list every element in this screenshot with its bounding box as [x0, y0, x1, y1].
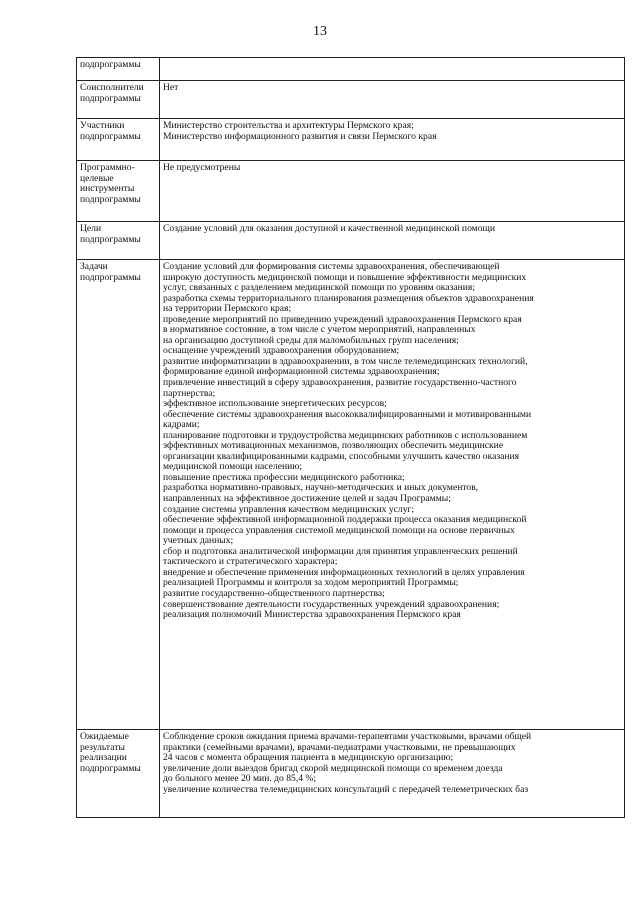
- row-content-line: Нет: [163, 82, 179, 93]
- row-label: [77, 730, 160, 818]
- row-content-line: Министерство строительства и архитектуры Пермского края;: [163, 120, 414, 131]
- row-label-line: результаты: [80, 741, 125, 753]
- row-label-line: инструменты: [80, 183, 135, 195]
- row-content-line: проведение мероприятий по приведению учреждений здравоохранения Пермского края: [163, 313, 522, 325]
- row-label: [77, 119, 160, 161]
- row-content-line: до больного менее 20 мин. до 85,4 %;: [163, 773, 317, 785]
- row-content-line: Министерство информационного развития и связи Пермского края: [163, 130, 437, 142]
- row-label-line: Цели: [80, 223, 102, 234]
- row-content-line: эффективных мотивационных механизмов, позволяющих обеспечить медицинские: [163, 440, 504, 452]
- table-row-tasks: [77, 260, 625, 730]
- row-label-line: подпрограммы: [80, 233, 141, 245]
- table-row-participants: [77, 119, 625, 161]
- row-content-line: повышение престижа профессии медицинского работника;: [163, 471, 405, 483]
- row-content-line: оснащение учреждений здравоохранения оборудованием;: [163, 345, 400, 357]
- page-number: 13: [313, 24, 327, 39]
- row-label: [77, 222, 160, 260]
- table-row-goals: [77, 222, 625, 260]
- row-content: [160, 222, 625, 260]
- row-content: [160, 119, 625, 161]
- row-content-line: помощи и процесса управления системой медицинской помощи на основе первичных: [163, 524, 515, 536]
- row-content: [160, 81, 625, 119]
- row-content-line: практики (семейными врачами), врачами-педиатрами участковыми, не превышающих: [163, 741, 516, 753]
- table-row-expected-results: [77, 730, 625, 818]
- row-content-line: учетных данных;: [163, 535, 234, 547]
- table-row-header-continuation: [77, 58, 625, 81]
- row-content: [160, 161, 625, 222]
- row-label-line: подпрограммы: [80, 762, 141, 774]
- table-row-program-tools: [77, 161, 625, 222]
- row-label-line: Задачи: [80, 261, 108, 272]
- row-label-line: реализации: [80, 752, 127, 764]
- row-content-line: внедрение и обеспечение применения информационных технологий в целях управления: [163, 566, 525, 578]
- row-content-line: реализацией Программы и контроля за ходом мероприятий Программы;: [163, 577, 459, 589]
- row-label: [77, 260, 160, 730]
- row-content-line: широкую доступность медицинской помощи и повышение эффективности медицинских: [163, 271, 527, 283]
- row-label-line: подпрограммы: [80, 92, 141, 104]
- row-content: [160, 730, 625, 818]
- row-content-line: увеличение доли выездов бригад скорой медицинской помощи со временем доезда: [163, 762, 503, 774]
- row-content-line: Создание условий для формирования системы здравоохранения, обеспечивающей: [163, 261, 500, 272]
- row-content-line: разработка схемы территориального планирования размещения объектов здравоохранения: [163, 292, 534, 304]
- row-label-line: Ожидаемые: [80, 731, 129, 742]
- row-label-line: целевые: [80, 172, 114, 184]
- row-label: [77, 81, 160, 119]
- row-content-line: реализация полномочий Министерства здравоохранения Пермского края: [163, 609, 461, 621]
- row-content-line: формирование единой информационной системы здравоохранения;: [163, 366, 440, 378]
- row-label-line: Участники: [80, 120, 125, 131]
- row-content-line: разработка нормативно-правовых, научно-методических и иных документов,: [163, 482, 479, 494]
- row-content-line: кадрами;: [163, 419, 200, 431]
- row-content-line: сбор и подготовка аналитической информации для принятия управленческих решений: [163, 545, 518, 557]
- row-content-line: в нормативное состояние, в том числе с учетом мероприятий, направленных: [163, 324, 476, 336]
- row-label: [77, 58, 160, 81]
- row-content-line: направленных на эффективное достижение целей и задач Программы;: [163, 493, 451, 505]
- row-label: [77, 161, 160, 222]
- row-content-line: услуг, связанных с разделением медицинской помощи по уровням оказания;: [163, 282, 475, 294]
- row-content-line: увеличение количества телемедицинских консультаций с передачей телеметрических баз: [163, 783, 529, 795]
- row-content-line: обеспечение системы здравоохранения высококвалифицированными и мотивированными: [163, 408, 532, 420]
- row-label-line: Программно-: [80, 162, 135, 173]
- row-label-line: подпрограммы: [80, 130, 141, 142]
- row-content-line: Создание условий для оказания доступной и качественной медицинской помощи: [163, 223, 496, 234]
- row-content-line: совершенствование деятельности государственных учреждений здравоохранения;: [163, 598, 500, 610]
- row-label-line: подпрограммы: [80, 59, 141, 70]
- row-content-line: Соблюдение сроков ожидания приема врачами-терапевтами участковыми, врачами общей: [163, 731, 532, 742]
- row-content-line: обеспечение эффективной информационной поддержки процесса оказания медицинской: [163, 514, 527, 526]
- row-label-line: Соисполнители: [80, 82, 144, 93]
- row-content: [160, 58, 625, 81]
- row-content: [160, 260, 625, 730]
- row-content-line: развитие информатизации в здравоохранении, в том числе телемедицинских технологий,: [163, 355, 528, 367]
- row-content-line: на территории Пермского края;: [163, 303, 292, 315]
- row-content-line: планирование подготовки и трудоустройства медицинских работников с использованием: [163, 429, 528, 441]
- row-content-line: привлечение инвестиций в сферу здравоохранения, развитие государственно-частного: [163, 377, 517, 389]
- row-content-line: на организацию доступной среды для маломобильных групп населения;: [163, 334, 459, 346]
- row-content-line: медицинской помощи населению;: [163, 461, 303, 473]
- row-label-line: подпрограммы: [80, 193, 141, 205]
- row-content-line: создание системы управления качеством медицинских услуг;: [163, 503, 415, 515]
- row-content-line: тактического и стратегического характера;: [163, 556, 338, 568]
- row-content-line: партнерства;: [163, 387, 216, 399]
- row-content-line: 24 часов с момента обращения пациента в медицинскую организацию;: [163, 752, 454, 764]
- row-content-line: эффективное использование энергетических ресурсов;: [163, 398, 387, 410]
- row-label-line: подпрограммы: [80, 271, 141, 283]
- row-content-line: организации квалифицированными кадрами, способными улучшить качество оказания: [163, 450, 520, 462]
- table-row-co-executors: [77, 81, 625, 119]
- row-content-line: развитие государственно-общественного партнерства;: [163, 587, 385, 599]
- row-content-line: Не предусмотрены: [163, 162, 241, 173]
- subprogram-passport-table: [76, 57, 625, 818]
